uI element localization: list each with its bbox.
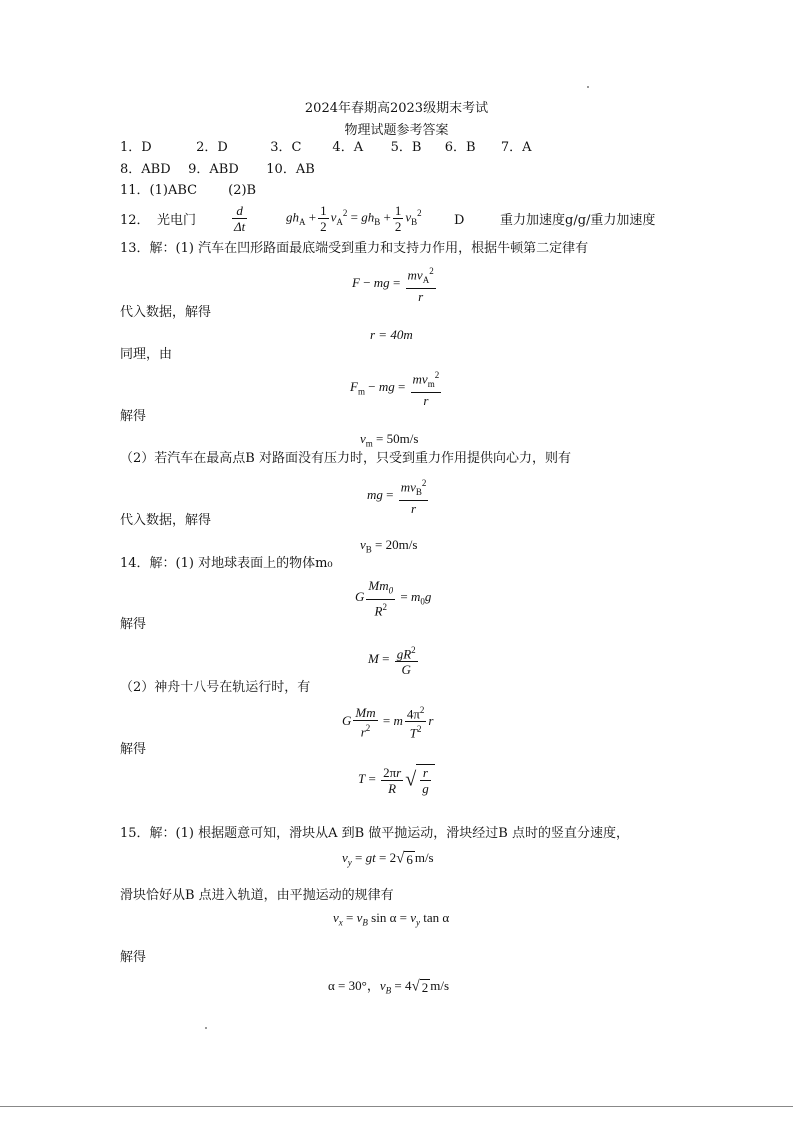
q15-vy-unit: m/s xyxy=(414,850,434,865)
answer-10: 10．AB xyxy=(266,162,315,177)
q15-intro: 15．解：(1) 根据题意可知，滑块从A 到B 做平抛运动，滑块经过B 点时的竖直分速度， xyxy=(120,826,629,841)
q15-formula-result: α = 30°，$v_B = 4√$ 2 m/s xyxy=(328,978,450,996)
q15-solve: 解得 xyxy=(120,950,147,965)
q12-blank-3: D xyxy=(454,213,465,228)
q13-substitute-2: 代入数据，解得 xyxy=(120,513,212,528)
q14-solve-2: 解得 xyxy=(120,742,147,757)
answer-6: 6．B xyxy=(444,140,476,155)
q14-intro: 14．解：(1) 对地球表面上的物体m₀ xyxy=(120,556,333,571)
q12-blank-1: 光电门 xyxy=(157,213,197,228)
q14-formula-gravity: G $\frac{Mm_0}{R^2}$ = $m_0g$ xyxy=(355,578,432,618)
q13-part2: （2）若汽车在最高点B 对路面没有压力时，只受到重力作用提供向心力，则有 xyxy=(120,451,571,466)
answer-11-2: (2)B xyxy=(228,183,257,198)
q13-formula-newton-max: $F_m$ − mg = $\frac{mv_m^2}{r}$ xyxy=(350,370,440,408)
q15-formula-vy: $v_y$ = gt = 2√ 6 m/s xyxy=(342,850,434,868)
answer-8: 8．ABD xyxy=(120,162,171,177)
q12-blank-4: 重力加速度g/g/重力加速度 xyxy=(500,213,656,228)
q13-vb-formula: $v_B = 20m/s$ xyxy=(360,537,418,555)
q14-formula-orbit: G $\frac{Mm}{r^2}$ = m $\frac{4\pi^2}{T^2}$ r xyxy=(342,704,434,741)
q13-intro: 13．解：(1) 汽车在凹形路面最底端受到重力和支持力作用，根据牛顿第二定律有 xyxy=(120,241,589,256)
q14-part2: （2）神舟十八号在轨运行时，有 xyxy=(120,680,311,695)
q15-vb-unit: m/s xyxy=(430,978,450,993)
q12-label: 12． xyxy=(120,213,150,228)
q14-solve-1: 解得 xyxy=(120,617,147,632)
q12-formula-d-over-t: $\frac{d}{\Delta t}$ xyxy=(234,203,246,234)
answer-1: 1．D xyxy=(120,140,152,155)
answers-row-2 xyxy=(120,162,315,178)
answer-3: 3．C xyxy=(270,140,302,155)
q13-vm-value: 50m/s xyxy=(386,431,419,446)
q15-alpha-value: 30° xyxy=(348,978,367,993)
q13-formula-newton-bottom: F − mg = $\frac{mv_A^2}{r}$ xyxy=(352,266,434,304)
scan-dot xyxy=(205,1027,207,1029)
q13-solve: 解得 xyxy=(120,409,147,424)
page-subtitle: 物理试题参考答案 xyxy=(344,123,449,138)
q15-formula-velocity: $v_x = v_B$ $\sin \alpha = v_y$ tan α xyxy=(333,910,450,928)
answers-row-3 xyxy=(120,183,256,199)
answer-11-1: 11．(1)ABC xyxy=(120,183,198,198)
answer-7: 7．A xyxy=(500,140,532,155)
answer-4: 4．A xyxy=(332,140,364,155)
q13-r-result: r = 40m xyxy=(370,327,413,342)
q12-formula-energy: $gh_A$ + $\frac{1}{2}$ $v_A^2 = gh_B$ + $\frac{1}{2}$ $v_B^2$ xyxy=(286,203,422,234)
q13-substitute-1: 代入数据，解得 xyxy=(120,305,212,320)
q13-formula-top: mg = $\frac{mv_B^2}{r}$ xyxy=(367,478,427,516)
page-bottom-border xyxy=(0,1106,793,1107)
answer-9: 9．ABD xyxy=(188,162,239,177)
answers-row-1 xyxy=(120,140,532,156)
q13-same-reason: 同理，由 xyxy=(120,347,173,362)
q14-formula-mass: M = $\frac{gR^2}{G}$ xyxy=(368,645,416,678)
answer-2: 2．D xyxy=(196,140,228,155)
q14-formula-period: T = $\frac{2\pi r}{R}$ √ $\frac{r}{g}$ xyxy=(358,764,435,796)
scan-dot xyxy=(587,86,589,88)
answer-5: 5．B xyxy=(390,140,422,155)
q15-line2: 滑块恰好从B 点进入轨道，由平抛运动的规律有 xyxy=(120,888,394,903)
q13-vb-value: 20m/s xyxy=(385,537,418,552)
q13-vm-formula: $v_m = 50m/s$ xyxy=(360,431,419,449)
page-title: 2024年春期高2023级期末考试 xyxy=(304,101,489,116)
